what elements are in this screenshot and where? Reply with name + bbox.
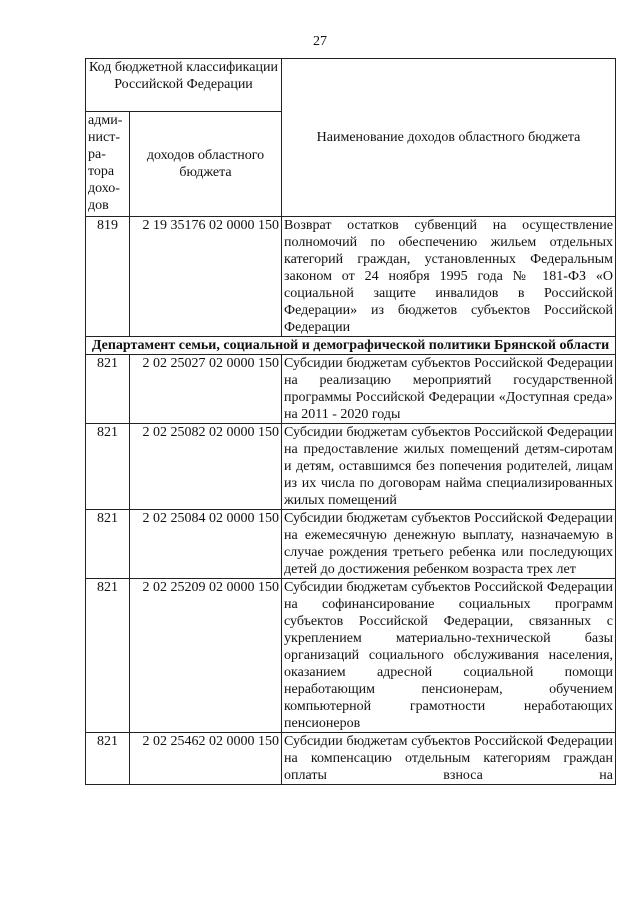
admin-code-cell: 821: [86, 579, 130, 733]
admin-code-cell: 821: [86, 733, 130, 785]
header-row-1: [86, 59, 616, 112]
income-code-cell: 2 02 25027 02 0000 150: [130, 355, 282, 424]
section-heading-row: [86, 337, 616, 355]
table-row: [86, 510, 616, 579]
income-code-cell: 2 02 25084 02 0000 150: [130, 510, 282, 579]
admin-code-cell: 821: [86, 355, 130, 424]
income-name-cell: Субсидии бюджетам субъектов Российской Федерации на предоставление жилых помещений детям-сиротам и детям, оставшимся без попечения родителей, лицам из их числа по договорам найма специализированных жилых помещений: [282, 424, 616, 510]
income-name-cell: Субсидии бюджетам субъектов Российской Федерации на реализацию мероприятий государственной программы Российской Федерации «Доступная среда» на 2011 - 2020 годы: [282, 355, 616, 424]
income-code-cell: 2 02 25462 02 0000 150: [130, 733, 282, 785]
table-row: [86, 733, 616, 785]
admin-code-cell: 821: [86, 510, 130, 579]
admin-code-cell: 819: [86, 217, 130, 337]
income-code-cell: 2 02 25082 02 0000 150: [130, 424, 282, 510]
table-row: [86, 424, 616, 510]
header-admin-column: адми-нист-ра-тора дохо-дов: [86, 112, 130, 217]
section-heading: Департамент семьи, социальной и демографической политики Брянской области: [86, 337, 616, 355]
table-row: [86, 579, 616, 733]
income-name-cell: Субсидии бюджетам субъектов Российской Федерации на софинансирование социальных программ субъектов Российской Федерации, связанных с укреплением материально-технической базы организаций социального обслуживания населения, оказанием адресной социальной помощи неработающим пенсионерам, обучением компьютерной грамотности неработающих пенсионеров: [282, 579, 616, 733]
income-name-cell: Возврат остатков субвенций на осуществление полномочий по обеспечению жильем отдельных категорий граждан, установленных Федеральным законом от 24 ноября 1995 года № 181-ФЗ «О социальной защите инвалидов в Российской Федерации» из бюджетов субъектов Российской Федерации: [282, 217, 616, 337]
admin-code-cell: 821: [86, 424, 130, 510]
income-code-cell: 2 19 35176 02 0000 150: [130, 217, 282, 337]
header-name-column: Наименование доходов областного бюджета: [282, 59, 616, 217]
budget-classification-table: [85, 58, 616, 785]
income-name-cell: Субсидии бюджетам субъектов Российской Федерации на компенсацию отдельным категориям граждан оплаты взноса на: [282, 733, 616, 785]
table-row: [86, 355, 616, 424]
header-code-group: Код бюджетной классификации Российской Федерации: [86, 59, 282, 112]
income-code-cell: 2 02 25209 02 0000 150: [130, 579, 282, 733]
page-number: 27: [313, 34, 327, 49]
income-name-cell: Субсидии бюджетам субъектов Российской Федерации на ежемесячную денежную выплату, назначаемую в случае рождения третьего ребенка или последующих детей до достижения ребенком возраста трех лет: [282, 510, 616, 579]
header-income-column: доходов областного бюджета: [130, 112, 282, 217]
table-row: [86, 217, 616, 337]
